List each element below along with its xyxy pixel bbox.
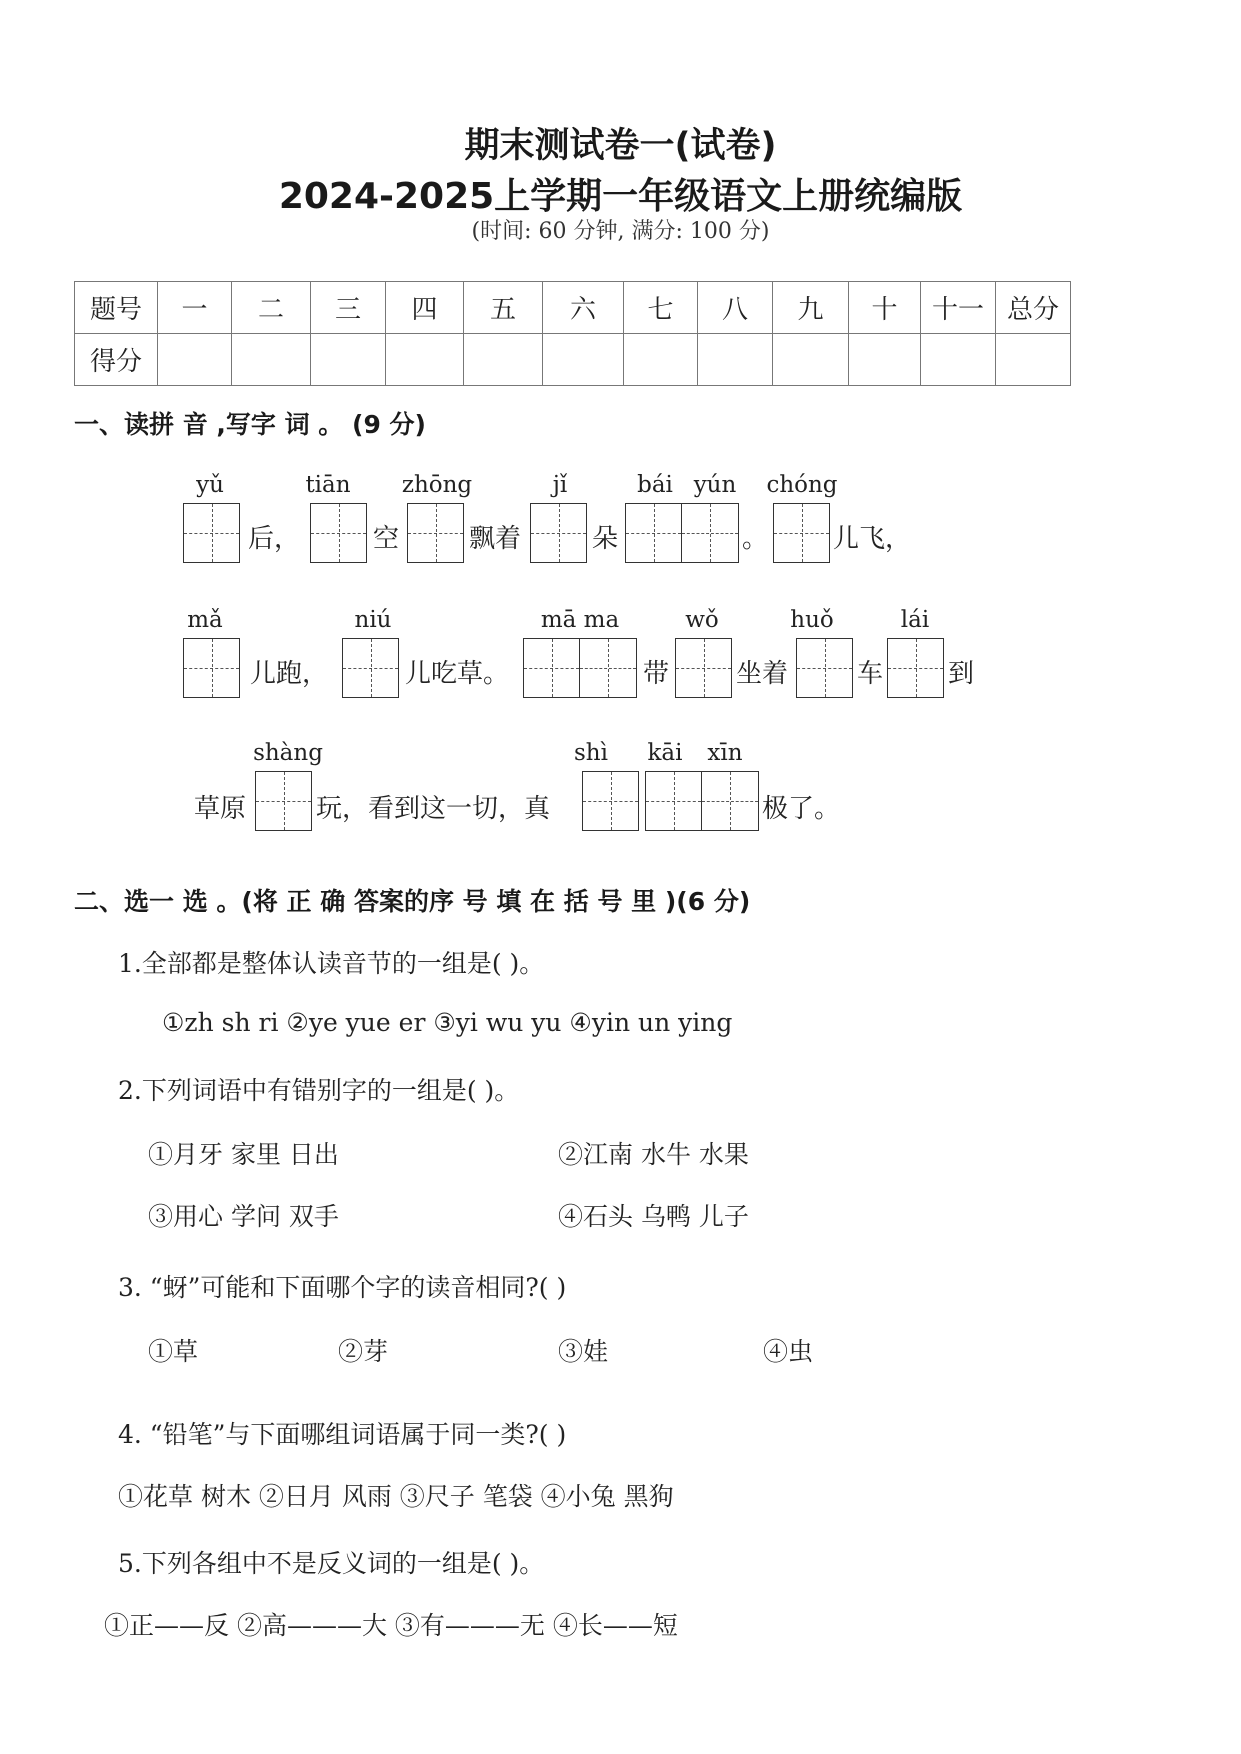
- header-cell: 三: [311, 282, 386, 334]
- score-cell[interactable]: [921, 334, 996, 386]
- write-box-zhong[interactable]: [407, 503, 464, 563]
- write-box-ji[interactable]: [530, 503, 587, 563]
- question-3-option-4: ④虫: [763, 1337, 814, 1366]
- header-cell: 八: [698, 282, 773, 334]
- question-3-option-1: ①草: [148, 1337, 199, 1366]
- pinyin-niu: niú: [354, 607, 392, 633]
- text-dot: 。: [742, 524, 769, 554]
- write-box-niu[interactable]: [342, 638, 399, 698]
- pinyin-kai: kāi: [647, 740, 683, 766]
- write-box-shang[interactable]: [255, 771, 312, 831]
- question-4-options: ①花草 树木 ②日月 风雨 ③尺子 笔袋 ④小兔 黑狗: [118, 1482, 674, 1511]
- write-box-ma[interactable]: [183, 638, 240, 698]
- header-cell: 题号: [75, 282, 158, 334]
- pinyin-lai: lái: [900, 607, 930, 633]
- text-dai: 带: [643, 659, 670, 689]
- pinyin-chong: chóng: [766, 472, 838, 498]
- write-box-mama[interactable]: [523, 638, 637, 698]
- text-duo: 朵: [592, 524, 619, 554]
- score-cell[interactable]: [464, 334, 543, 386]
- header-cell: 十一: [921, 282, 996, 334]
- text-che: 车: [857, 659, 884, 689]
- text-zuozhe: 坐着: [736, 659, 789, 689]
- score-cell[interactable]: [158, 334, 232, 386]
- pinyin-zhong: zhōng: [401, 472, 473, 498]
- score-cell[interactable]: [624, 334, 698, 386]
- write-box-baiyun[interactable]: [625, 503, 739, 563]
- pinyin-mama: mā ma: [540, 607, 620, 633]
- score-table-header-row: [75, 282, 1071, 334]
- pinyin-bai: bái: [637, 472, 673, 498]
- score-table: [74, 281, 1071, 386]
- exam-subtitle: 2024-2025上学期一年级语文上册统编版: [278, 176, 963, 217]
- section2-heading: 二、选一 选 。(将 正 确 答案的序 号 填 在 括 号 里 )(6 分): [74, 887, 751, 916]
- text-erchicao: 儿吃草。: [405, 659, 510, 689]
- write-box-tian[interactable]: [310, 503, 367, 563]
- write-box-wo[interactable]: [675, 638, 732, 698]
- score-cell[interactable]: [996, 334, 1071, 386]
- question-2: 2.下列词语中有错别字的一组是( )。: [118, 1076, 520, 1105]
- question-1: 1.全部都是整体认读音节的一组是( )。: [118, 949, 545, 978]
- header-cell: 一: [158, 282, 232, 334]
- write-box-yu[interactable]: [183, 503, 240, 563]
- score-cell[interactable]: [543, 334, 624, 386]
- header-cell: 九: [773, 282, 849, 334]
- text-piaozhe: 飘着: [469, 524, 522, 554]
- score-cell[interactable]: [849, 334, 921, 386]
- header-cell: 五: [464, 282, 543, 334]
- score-cell[interactable]: [232, 334, 311, 386]
- question-3: 3. “蚜”可能和下面哪个字的读音相同?( ): [118, 1273, 567, 1302]
- question-5: 5.下列各组中不是反义词的一组是( )。: [118, 1549, 545, 1578]
- exam-meta: (时间: 60 分钟, 满分: 100 分): [471, 219, 770, 244]
- write-box-chong[interactable]: [773, 503, 830, 563]
- header-cell: 十: [849, 282, 921, 334]
- score-cell[interactable]: [773, 334, 849, 386]
- pinyin-ji: jǐ: [552, 472, 568, 498]
- pinyin-shi: shì: [574, 740, 608, 766]
- text-caoyuan: 草原: [194, 794, 247, 824]
- pinyin-yu: yǔ: [196, 472, 224, 498]
- pinyin-wo: wǒ: [685, 607, 719, 633]
- score-table-score-row: [75, 334, 1071, 386]
- question-4: 4. “铅笔”与下面哪组词语属于同一类?( ): [118, 1420, 567, 1449]
- write-box-shikaixin[interactable]: [582, 771, 759, 831]
- question-5-options: ①正——反 ②高———大 ③有———无 ④长——短: [104, 1611, 678, 1640]
- pinyin-tian: tiān: [305, 472, 351, 498]
- score-cell[interactable]: [311, 334, 386, 386]
- pinyin-shang: shàng: [253, 740, 323, 766]
- pinyin-huo: huǒ: [790, 607, 834, 633]
- question-3-option-3: ③娃: [558, 1337, 609, 1366]
- header-cell: 七: [624, 282, 698, 334]
- question-2-option-2: ②江南 水牛 水果: [558, 1140, 749, 1169]
- text-kong: 空: [373, 524, 400, 554]
- question-1-options: ①zh sh ri ②ye yue er ③yi wu yu ④yin un ying: [162, 1008, 733, 1037]
- header-cell: 二: [232, 282, 311, 334]
- text-jile: 极了。: [762, 794, 841, 824]
- header-cell: 总分: [996, 282, 1071, 334]
- header-cell: 六: [543, 282, 624, 334]
- question-2-option-3: ③用心 学问 双手: [148, 1202, 339, 1231]
- score-label-cell: 得分: [75, 334, 158, 386]
- question-2-option-1: ①月牙 家里 日出: [148, 1140, 339, 1169]
- pinyin-xin: xīn: [707, 740, 743, 766]
- pinyin-yun: yún: [693, 472, 737, 498]
- text-wan: 玩，看到这一切，真: [316, 794, 551, 824]
- header-cell: 四: [386, 282, 464, 334]
- exam-title: 期末测试卷一(试卷): [464, 126, 777, 166]
- score-cell[interactable]: [386, 334, 464, 386]
- text-erpao: 儿跑，: [250, 659, 329, 689]
- question-2-option-4: ④石头 乌鸭 儿子: [558, 1202, 749, 1231]
- text-hou: 后，: [248, 524, 301, 554]
- text-dao: 到: [948, 659, 975, 689]
- pinyin-ma: mǎ: [187, 607, 223, 633]
- write-box-huo[interactable]: [796, 638, 853, 698]
- section1-heading: 一、读拼 音 ,写字 词 。 (9 分): [74, 410, 426, 439]
- text-erfei: 儿飞，: [833, 524, 912, 554]
- write-box-lai[interactable]: [887, 638, 944, 698]
- score-cell[interactable]: [698, 334, 773, 386]
- question-3-option-2: ②芽: [338, 1337, 389, 1366]
